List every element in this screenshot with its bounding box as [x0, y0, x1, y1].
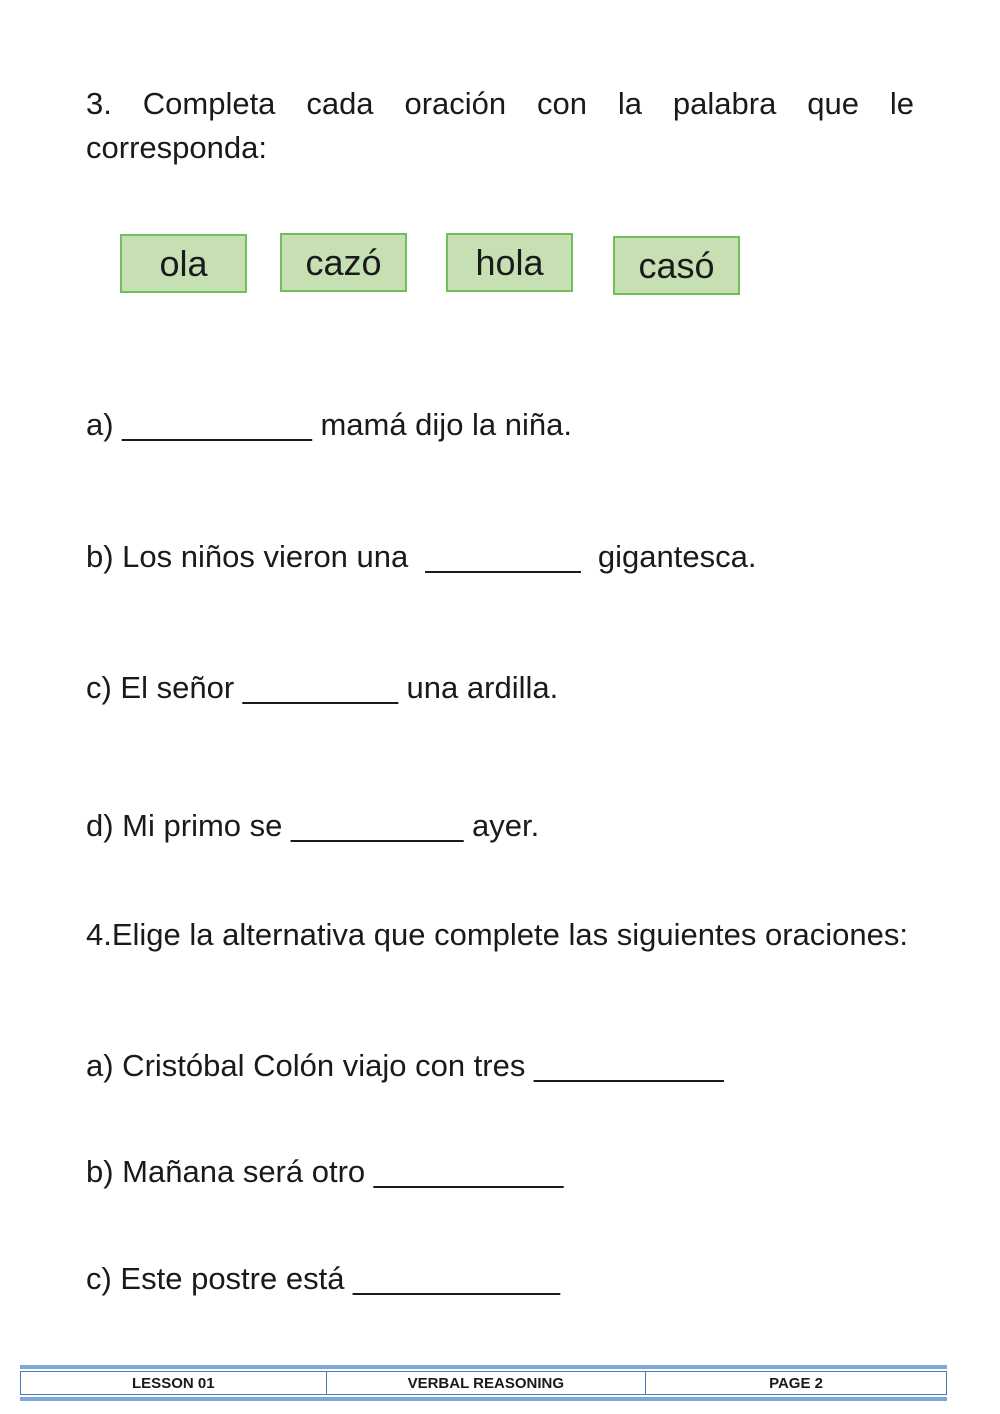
footer-subject: VERBAL REASONING: [326, 1372, 645, 1395]
exercise-3-sentence-c: c) El señor _________ una ardilla.: [86, 670, 559, 705]
footer-lesson: LESSON 01: [21, 1372, 327, 1395]
exercise-4-sentence-b: b) Mañana será otro ___________: [86, 1154, 564, 1189]
exercise-3-sentence-a: a) ___________ mamá dijo la niña.: [86, 407, 573, 442]
exercise-3-instruction: 3. Completa cada oración con la palabra que le corresponda:: [86, 86, 914, 165]
word-chip-caso[interactable]: casó: [613, 236, 740, 295]
page-footer: [20, 1365, 947, 1401]
exercise-4-instruction: 4.Elige la alternativa que complete las siguientes oraciones:: [86, 917, 908, 952]
footer-page-number: PAGE 2: [646, 1372, 947, 1395]
word-chip-hola[interactable]: hola: [446, 233, 573, 292]
exercise-4-sentence-a: a) Cristóbal Colón viajo con tres ___________: [86, 1048, 724, 1083]
footer-table: [20, 1371, 947, 1395]
exercise-3-sentence-d: d) Mi primo se __________ ayer.: [86, 808, 540, 843]
word-chip-ola[interactable]: ola: [120, 234, 247, 293]
exercise-4-sentence-c: c) Este postre está ____________: [86, 1261, 560, 1296]
exercise-3-sentence-b: b) Los niños vieron una _________ gigantesca.: [86, 539, 757, 574]
word-chip-cazo[interactable]: cazó: [280, 233, 407, 292]
